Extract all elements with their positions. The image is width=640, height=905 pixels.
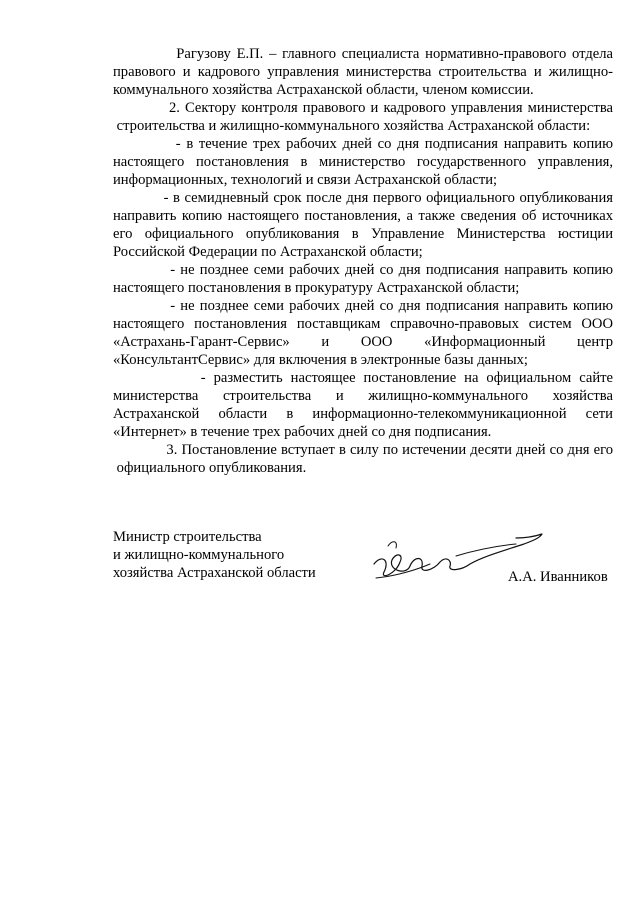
text-line: настоящего постановления поставщикам справочно-правовых систем ООО: [113, 316, 613, 332]
text-line: официального опубликования.: [113, 460, 307, 476]
text-line: министерства строительства и жилищно-коммунального хозяйства: [113, 388, 613, 404]
text-line: правового и кадрового управления министерства строительства и жилищно-: [113, 64, 613, 80]
text-line: информационных, технологий и связи Астраханской области;: [113, 172, 498, 188]
text-line: направить копию настоящего постановления, а также сведения об источниках: [113, 208, 613, 224]
signatory-name: А.А. Иванников: [508, 569, 608, 585]
text-line: строительства и жилищно-коммунального хозяйства Астраханской области:: [113, 118, 591, 134]
text-line: 2. Сектору контроля правового и кадрового управления министерства: [113, 100, 613, 116]
signatory-position-line: Министр строительства: [113, 529, 262, 545]
text-line: его официального опубликования в Управление Министерства юстиции: [113, 226, 613, 242]
text-line: Астраханской области в информационно-телекоммуникационной сети: [113, 406, 613, 422]
text-line: «Интернет» в течение трех рабочих дней со дня подписания.: [113, 424, 492, 440]
signatory-position-line: и жилищно-коммунального: [113, 547, 285, 563]
text-line: - разместить настоящее постановление на официальном сайте: [113, 370, 613, 386]
text-line: - не позднее семи рабочих дней со дня подписания направить копию: [113, 262, 613, 278]
text-line: «КонсультантСервис» для включения в электронные базы данных;: [113, 352, 528, 368]
signatory-position-line: хозяйства Астраханской области: [113, 565, 316, 581]
text-line: настоящего постановления в прокуратуру Астраханской области;: [113, 280, 520, 296]
text-line: коммунального хозяйства Астраханской области, членом комиссии.: [113, 82, 534, 98]
text-line: Российской Федерации по Астраханской области;: [113, 244, 423, 260]
text-line: Рагузову Е.П. – главного специалиста нормативно-правового отдела: [113, 46, 613, 62]
text-line: - в семидневный срок после дня первого официального опубликования: [113, 190, 613, 206]
text-line: настоящего постановления в министерство государственного управления,: [113, 154, 613, 170]
text-line: 3. Постановление вступает в силу по истечении десяти дней со дня его: [113, 442, 613, 458]
text-line: «Астрахань-Гарант-Сервис» и ООО «Информационный центр: [113, 334, 613, 350]
text-line: - в течение трех рабочих дней со дня подписания направить копию: [113, 136, 613, 152]
text-line: - не позднее семи рабочих дней со дня подписания направить копию: [113, 298, 613, 314]
